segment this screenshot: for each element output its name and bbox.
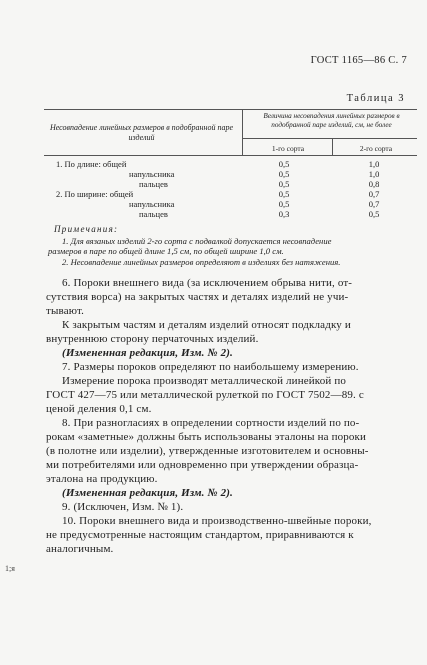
table-row — [44, 209, 417, 219]
para-10-line-3: аналогичным. — [46, 543, 114, 555]
para-9: 9. (Исключен, Изм. № 1). — [62, 501, 184, 513]
note-2: 2. Несовпадение линейных размеров определяют в изделиях без натяжения. — [62, 257, 341, 267]
row-label: пальцев — [139, 179, 168, 189]
defects-table — [44, 109, 417, 219]
para-closed-parts-line-2: внутреннюю сторону перчаточных изделий. — [46, 333, 259, 345]
table-row — [44, 179, 417, 189]
para-measure-line-3: ценой деления 0,1 см. — [46, 403, 152, 415]
table-header-divider — [242, 109, 243, 155]
row-value-grade2: 0,7 — [368, 189, 380, 199]
amendment-note-2: (Измененная редакция, Изм. № 2). — [62, 487, 233, 499]
table-top-rule — [44, 109, 417, 110]
para-8-line-2: рокам «заметные» должны быть использованы эталоны на пороки — [46, 431, 367, 443]
table-row — [44, 169, 417, 179]
row-value-grade2: 1,0 — [368, 169, 380, 179]
row-value-grade1: 0,5 — [278, 169, 290, 179]
row-label: напульсника — [129, 169, 175, 179]
row-value-grade1: 0,5 — [278, 199, 290, 209]
row-value-grade2: 0,8 — [368, 179, 380, 189]
amendment-note-1: (Измененная редакция, Изм. № 2). — [62, 347, 233, 359]
row-value-grade2: 0,7 — [368, 199, 380, 209]
para-8-line-3: (в полотне или изделии), утвержденные изготовителем и основны- — [46, 445, 369, 457]
table-row — [44, 199, 417, 209]
column-header-value: Величина несовпадения линейных размеров в подобранной паре изделий, см, не более — [263, 112, 400, 129]
para-10-line-1: 10. Пороки внешнего вида и производственно-швейные пороки, — [62, 515, 372, 527]
row-value-grade2: 1,0 — [368, 159, 380, 169]
para-8-line-5: эталона на продукцию. — [46, 473, 158, 485]
row-value-grade2: 0,5 — [368, 209, 380, 219]
note-1-line-2: размеров в паре по общей длине 1,5 см, по общей ширине 1,0 см. — [48, 246, 284, 256]
table-grade-divider — [332, 138, 333, 155]
margin-mark: 1;я — [5, 564, 15, 573]
table-title: Таблица 3 — [346, 93, 405, 104]
para-measure-line-2: ГОСТ 427—75 или металлической рулеткой по ГОСТ 7502—89. с — [46, 389, 364, 401]
para-6-line-2: сутствия ворса) на закрытых частях и деталях изделий не учи- — [46, 291, 349, 303]
row-value-grade1: 0,5 — [278, 159, 290, 169]
row-value-grade1: 0,5 — [278, 179, 290, 189]
row-label: пальцев — [139, 209, 168, 219]
para-8-line-4: ми потребителями или одновременно при утверждении образца- — [46, 459, 359, 471]
row-value-grade1: 0,3 — [278, 209, 290, 219]
column-header-grade1: 1-го сорта — [271, 144, 305, 153]
column-header-grade2: 2-го сорта — [359, 144, 393, 153]
para-closed-parts-line-1: К закрытым частям и деталям изделий относят подкладку и — [62, 319, 351, 331]
table-row — [44, 159, 417, 169]
note-1-line-1: 1. Для вязаных изделий 2-го сорта с подвалкой допускается несовпадение — [62, 236, 332, 246]
para-6-line-1: 6. Пороки внешнего вида (за исключением обрыва нити, от- — [62, 277, 353, 289]
para-7: 7. Размеры пороков определяют по наибольшему измерению. — [62, 361, 359, 373]
para-8-line-1: 8. При разногласиях в определении сортности изделий по по- — [62, 417, 360, 429]
table-row — [44, 189, 417, 199]
row-label: напульсника — [129, 199, 175, 209]
para-measure-line-1: Измерение порока производят металлической линейкой по — [62, 375, 347, 387]
row-label: 2. По ширине: общей — [56, 189, 134, 199]
row-label: 1. По длине: общей — [56, 159, 127, 169]
para-6-line-3: тывают. — [46, 305, 84, 317]
notes-heading: Примечания: — [54, 224, 119, 234]
row-value-grade1: 0,5 — [278, 189, 290, 199]
page-header: ГОСТ 1165—86 С. 7 — [310, 55, 407, 66]
table-header-bottom-rule — [44, 155, 417, 156]
para-10-line-2: не предусмотренные настоящим стандартом, приравниваются к — [46, 529, 354, 541]
column-header-defect: Несовпадение линейных размеров в подобранной паре изделий — [49, 123, 234, 142]
table-subheader-rule — [242, 138, 417, 139]
